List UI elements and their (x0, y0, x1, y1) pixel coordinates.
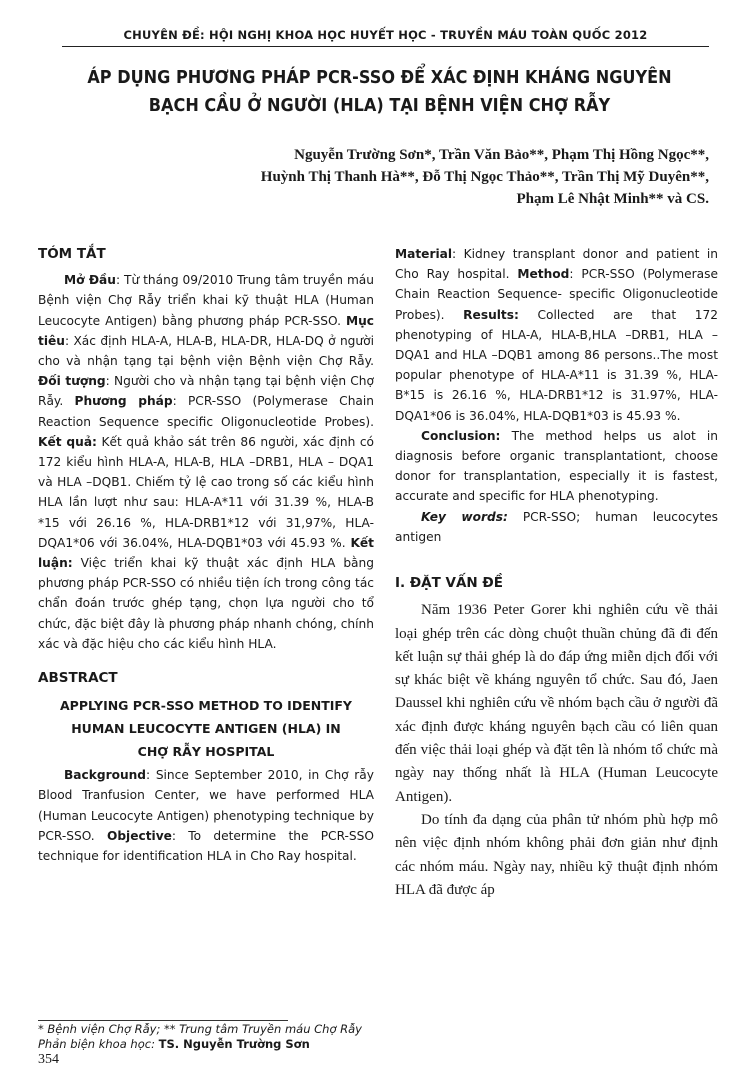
intro-heading: I. ĐẶT VẤN ĐỀ (395, 575, 503, 592)
text-keywords: PCR-SSO; human leucocytes antigen (395, 509, 719, 544)
label-background: Background (64, 768, 147, 783)
intro-paragraph-2: Do tính đa dạng của phân tử nhóm phù hợp mô nên việc định nhóm không phải đơn giản như định các nhóm máu. Ngày nay, nhiều kỹ thuật định nhóm HLA đã được áp (395, 811, 718, 898)
reviewer-label: Phản biện khoa học: (38, 1037, 159, 1051)
text-conclusion: The method helps us alot in diagnosis before organic transplantationt, choose donor for transplantation, especially it is fastest, accurate and specific for HLA phenotyping. (395, 428, 718, 504)
reviewer-name: TS. Nguyễn Trường Sơn (158, 1037, 310, 1051)
abstract-title-line-3: CHỢ RẪY HOSPITAL (137, 744, 275, 760)
text-method: : PCR-SSO (Polymerase Chain Reaction Sequence- specific Oligonucleotide Probes). (395, 267, 719, 322)
text-ket-qua: Kết quả khảo sát trên 86 người, xác định có 172 kiểu hình HLA-A, HLA-B, HLA –DRB1, HLA – DQA1 và HLA –DQB1. Chiếm tỷ lệ cao trong số các kiểu hình HLA lần lượt như sau: HLA-A*11 với 31.39 %, HLA-B *15 với 26.16 %, HLA-DRB1*12 với 31,97%, HLA-DQA1*06 với 36.04%, HLA-DQB1*03 với 45.93 %. (38, 434, 374, 550)
abstract-heading: ABSTRACT (38, 670, 118, 687)
text-objective: : To determine the PCR-SSO technique for identification HLA in Cho Ray hospital. (38, 828, 374, 864)
text-background: : Since September 2010, in Chợ rẫy Blood Tranfusion Center, we have performed HLA (Human Leucocyte Antigen) phenotyping technique by PCR-SSO. (38, 768, 374, 843)
text-doi-tuong: : Người cho và nhận tạng tại bệnh viện Chợ Rẫy. (38, 374, 374, 409)
label-ket-luan: Kết luận: (38, 535, 374, 571)
label-objective: Objective (106, 828, 172, 843)
authors-line-2: Huỳnh Thị Thanh Hà**, Đỗ Thị Ngọc Thảo**, Trần Thị Mỹ Duyên**, (260, 169, 709, 185)
text-muc-tieu: : Xác định HLA-A, HLA-B, HLA-DR, HLA-DQ ở người cho và nhận tạng tại bệnh viện Bệnh viện Chợ Rẫy. (38, 333, 374, 369)
running-header: CHUYÊN ĐỀ: HỘI NGHỊ KHOA HỌC HUYẾT HỌC - TRUYỀN MÁU TOÀN QUỐC 2012 (123, 28, 648, 42)
title-line-1: ÁP DỤNG PHƯƠNG PHÁP PCR-SSO ĐỂ XÁC ĐỊNH KHÁNG NGUYÊN (87, 68, 672, 88)
text-mo-dau: : Từ tháng 09/2010 Trung tâm truyền máu Bệnh viện Chợ Rẫy triển khai kỹ thuật HLA (Human Leucocyte Antigen) bằng phương pháp PCR-SSO. (38, 273, 375, 328)
title-line-2: BẠCH CẦU Ở NGƯỜI (HLA) TẠI BỆNH VIỆN CHỢ RẪY (148, 96, 611, 116)
label-doi-tuong: Đối tượng (38, 374, 106, 389)
abstract-title (38, 694, 374, 763)
article-title (86, 64, 674, 120)
keywords-paragraph (395, 507, 718, 547)
affiliation-footnote: * Bệnh viện Chợ Rẫy; ** Trung tâm Truyền máu Chợ Rẫy (38, 1022, 362, 1036)
right-column (395, 244, 718, 902)
label-method: Method (517, 267, 570, 282)
reviewer-note (38, 1037, 310, 1052)
abstract-title-line-1: APPLYING PCR-SSO METHOD TO IDENTIFY (60, 698, 352, 714)
text-ket-luan: Việc triển khai kỹ thuật xác định HLA bằng phương pháp PCR-SSO có nhiều tiện ích trong công tác chẩn đoán trước ghép tạng, chọn lựa người cho tổ chức, đặc biệt đây là phương pháp nhanh chóng, chính xác và đặc hiệu cho các kiểu hình HLA. (38, 556, 374, 651)
text-material: : Kidney transplant donor and patient in Cho Ray hospital. (395, 247, 718, 282)
text-results: Collected are that 172 phenotyping of HLA-A, HLA-B,HLA –DRB1, HLA – DQA1 and HLA –DQB1 among 86 persons..The most popular phenotype of HLA-A*11 is 31.39 %, HLA-B*15 is 26.16 %, HLA-DRB1*12 is 31.97%, HLA-DQA1*06 is 36.04%, HLA-DQB1*03 is 45.93 %. (395, 307, 719, 423)
label-muc-tieu: Mục tiêu (38, 313, 374, 348)
author-list (149, 144, 709, 210)
label-results: Results: (463, 307, 519, 322)
label-phuong-phap: Phương pháp (74, 394, 173, 409)
label-keywords: Key words: (421, 509, 508, 524)
abstract-paragraph-cont (395, 244, 718, 426)
label-material: Material (395, 247, 453, 261)
header-rule (62, 46, 709, 47)
abstract-paragraph-start (38, 765, 374, 866)
label-ket-qua: Kết quả: (38, 434, 97, 449)
left-column (38, 244, 374, 866)
text-phuong-phap: : PCR-SSO (Polymerase Chain Reaction Sequence specific Oligonucleotide Probes). (38, 394, 374, 429)
label-conclusion: Conclusion: (421, 428, 501, 443)
summary-paragraph (38, 270, 374, 654)
footnote-rule (38, 1020, 288, 1021)
page-number: 354 (38, 1052, 59, 1067)
label-mo-dau: Mở Đầu (64, 273, 116, 288)
abstract-title-line-2: HUMAN LEUCOCYTE ANTIGEN (HLA) IN (71, 721, 341, 737)
authors-line-1: Nguyễn Trường Sơn*, Trần Văn Bảo**, Phạm Thị Hồng Ngọc**, (294, 147, 709, 163)
intro-paragraph-1: Năm 1936 Peter Gorer khi nghiên cứu về thải loại ghép trên các dòng chuột thuần chủng đã đi đến kết luận sự thải ghép là do đáp ứng miễn dịch đối với sự khác biệt về kháng nguyên tổ chức. Sau đó, Jaen Daussel khi nghiên cứu về nhóm bạch cầu ở người đã xác định được kháng nguyên bạch cầu có liên quan đến việc thải loại ghép và đặt tên là nhóm tổ chức mà ngày nay thống nhất là HLA (Human Leucocyte Antigen). (395, 602, 718, 805)
summary-heading: TÓM TẮT (38, 246, 106, 262)
authors-line-3: Phạm Lê Nhật Minh** và CS. (516, 191, 709, 207)
conclusion-paragraph (395, 426, 718, 507)
